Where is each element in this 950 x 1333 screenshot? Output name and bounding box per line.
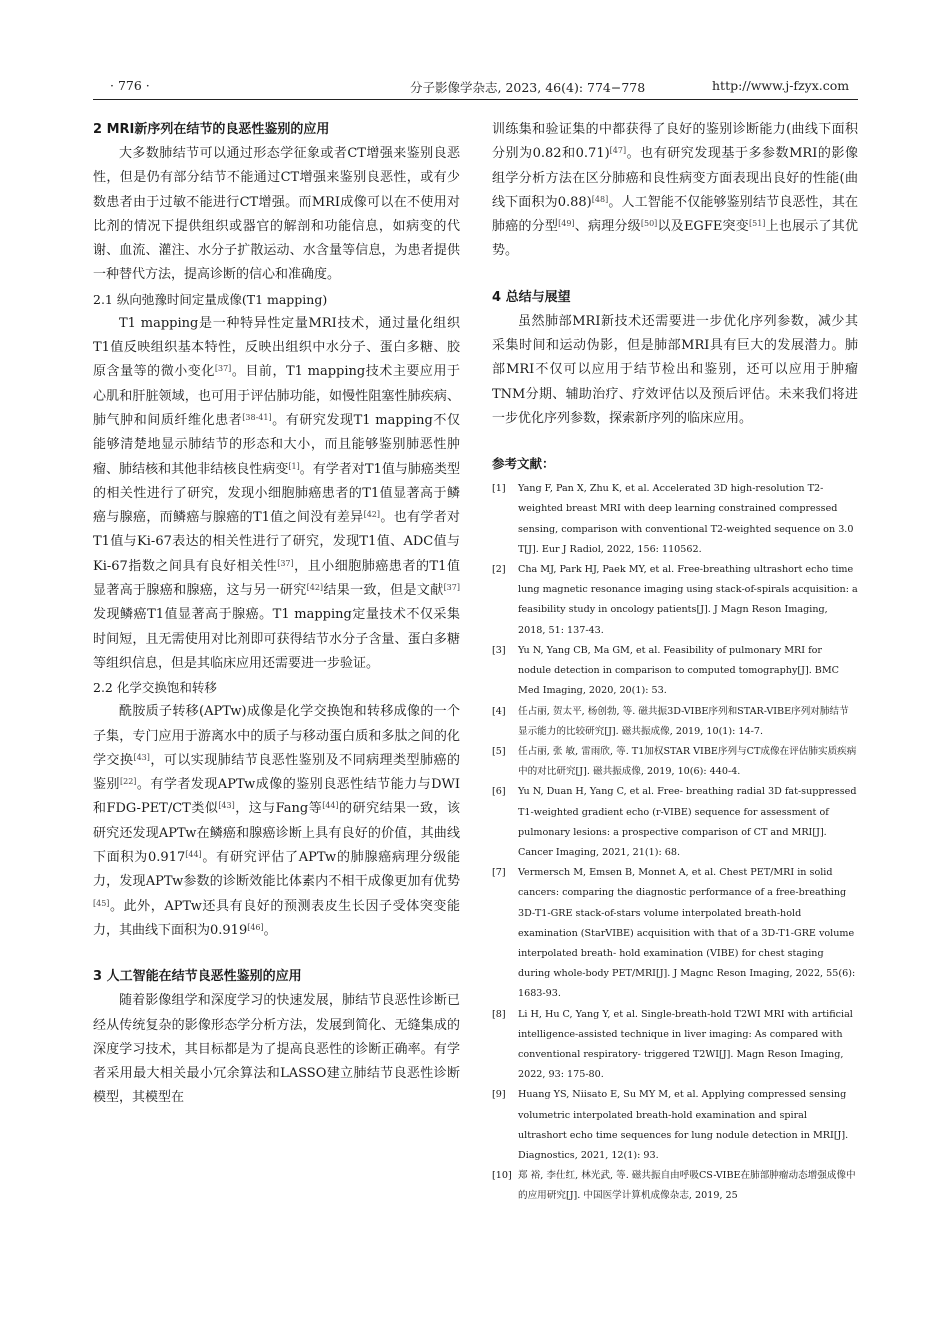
- reference-item: [10] 郑 裕, 李仕红, 林光武, 等. 磁共振自由呼吸CS-VIBE在肺部肿瘤动态增强成像中的应用研究[J]. 中国医学计算机成像杂志, 2019, 25: [492, 1170, 856, 1202]
- citation[interactable]: [42]: [363, 510, 380, 520]
- citation[interactable]: [1]: [288, 461, 300, 471]
- references-title: 参考文献：: [492, 456, 555, 472]
- section-2-1-title: 2.1 纵向弛豫时间定量成像(T1 mapping): [93, 291, 328, 307]
- section-2-1-paragraph: T1 mapping是一种特异性定量MRI技术，通过量化组织T1值反映组织基本特性，反映出组织中水分子、蛋白多糖、胶原含量等的微小变化[37]。目前，T1 mapping技术主要应用于心肌和肝脏领域，也可用于评估肺功能，如慢性阻塞性肺疾病、肺气肿和间质纤维化患者[38-41]。有研究发现T1 mapping不仅能够清楚地显示肺结节的形态和大小，而且能够鉴别肺恶性肿瘤、肺结核和其他非结核良性病变[1]。有学者对T1值与肺癌类型的相关性进行了研究，发现小细胞肺癌患者的T1值显著高于鳞癌与腺癌，而鳞癌与腺癌的T1值之间没有差异[42]。也有学者对T1值与Ki-67表达的相关性进行了研究，发现T1值、ADC值与Ki-67指数之间具有良好相关性[37]，且小细胞肺癌患者的T1值显著高于腺癌和腺癌，这与另一研究[42]结果一致，但是文献[37]发现鳞癌T1值显著高于腺癌。T1 mapping定量技术不仅采集时间短，且无需使用对比剂即可获得结节水分子含量、蛋白多糖等组织信息，但是其临床应用还需要进一步验证。: [93, 315, 460, 671]
- section-2-2-paragraph: 酰胺质子转移(APTw)成像是化学交换饱和转移成像的一个子集，专门应用于游离水中的质子与移动蛋白质和多肽之间的化学交换[43]，可以实现肺结节良恶性鉴别及不同病理类型肺癌的鉴别[22]。有学者发现APTw成像的鉴别良恶性结节能力与DWI和FDG-PET/CT类似[43]，这与Fang等[44]的研究结果一致，该研究还发现APTw在鳞癌和腺癌诊断上具有良好的价值，其曲线下面积为0.917[44]。有研究评估了APTw的肺腺癌病理分级能力，发现APTw参数的诊断效能比体素内不相干成像更加有优势[45]。此外，APTw还具有良好的预测表皮生长因子受体突变能力，其曲线下面积为0.919[46]。: [93, 704, 460, 938]
- citation[interactable]: [42]: [306, 583, 324, 593]
- citation[interactable]: [44]: [322, 801, 339, 811]
- section-2-paragraph: 大多数肺结节可以通过形态学征象或者CT增强来鉴别良恶性，但是仍有部分结节不能通过CT增强来鉴别良恶性，或有少数患者由于过敏不能进行CT增强。而MRI成像可以在不使用对比剂的情况下提供组织或器官的解剖和功能信息，如病变的代谢、血流、灌注、水分子扩散运动、水含量等信息，为患者提供一种替代方法，提高诊断的信心和准确度。: [93, 146, 460, 283]
- citation[interactable]: [47]: [609, 146, 627, 156]
- citation[interactable]: [43]: [218, 801, 235, 811]
- citation[interactable]: [37]: [277, 558, 294, 568]
- citation[interactable]: [50]: [640, 219, 658, 229]
- reference-item: [6] Yu N, Duan H, Yang C, et al. Free- breathing radial 3D fat-suppressed T1-weighted gradient echo (r-VIBE) sequence for assessment of pulmonary lesions: a prospective comparison of CT and MRI[J]. Cancer Imaging, 2021, 21(1): 68.: [492, 786, 857, 858]
- section-3-paragraph: 随着影像组学和深度学习的快速发展，肺结节良恶性诊断已经从传统复杂的影像形态学分析方法，发展到简化、无缝集成的深度学习技术，其目标都是为了提高良恶性的诊断正确率。有学者采用最大相关最小冗余算法和LASSO建立肺结节良恶性诊断模型，其模型在: [93, 993, 460, 1106]
- citation[interactable]: [22]: [119, 777, 137, 787]
- reference-item: [7] Vermersch M, Emsen B, Monnet A, et al. Chest PET/MRI in solid cancers: comparing the diagnostic performance of a free-breathing 3D-T1-GRE stack-of-stars volume interpolated breath-hold examination (StarVIBE) acquisition with that of a 3D-T1-GRE volume interpolated breath- hold examination (VIBE) for chest staging during whole-body PET/MRI[J]. J Magnc Reson Imaging, 2022, 55(6): 1683-93.: [492, 867, 856, 1000]
- journal-url: http://www.j-fzyx.com: [712, 78, 850, 93]
- citation[interactable]: [48]: [591, 194, 609, 204]
- section-2-2-title: 2.2 化学交换饱和转移: [93, 680, 217, 696]
- section-3-paragraph-continued: 训练集和验证集的中都获得了良好的鉴别诊断能力(曲线下面积分别为0.82和0.71)[47]。也有研究发现基于多参数MRI的影像组学分析方法在区分肺癌和良性病变方面表现出良好的性能(曲线下面积为0.88)[48]。人工智能不仅能够鉴别结节良恶性，其在肺癌的分型[49]、病理分级[50]以及EGFE突变[51]上也展示了其优势。: [492, 122, 858, 259]
- left-column: [93, 118, 460, 1111]
- reference-item: [5] 任占丽, 张 敏, 雷雨欣, 等. T1加权STAR VIBE序列与CT成像在评估肺实质疾病中的对比研究[J]. 磁共振成像, 2019, 10(6): 440-4.: [492, 745, 857, 778]
- reference-item: [8] Li H, Hu C, Yang Y, et al. Single-breath-hold T2WI MRI with artificial intelligence-assisted technique in liver imaging: As compared with conventional respiratory- triggered T2WI[J]. Magn Reson Imaging, 2022, 93: 175-80.: [492, 1008, 853, 1081]
- reference-item: [3] Yu N, Yang CB, Ma GM, et al. Feasibility of pulmonary MRI for nodule detection in comparison to computed tomography[J]. BMC Med Imaging, 2020, 20(1): 53.: [492, 644, 840, 697]
- right-column: [492, 118, 858, 1207]
- page-number: · 776 ·: [110, 78, 150, 93]
- citation[interactable]: [46]: [247, 922, 264, 932]
- citation[interactable]: [38-41]: [242, 412, 272, 422]
- section-3-title: 3 人工智能在结节良恶性鉴别的应用: [93, 969, 302, 985]
- section-2-title: 2 MRI新序列在结节的良恶性鉴别的应用: [93, 122, 330, 137]
- citation[interactable]: [43]: [133, 752, 150, 762]
- citation[interactable]: [51]: [749, 219, 766, 229]
- citation[interactable]: [37]: [443, 583, 460, 593]
- reference-item: [4] 任占丽, 贺太平, 杨创勃, 等. 磁共振3D-VIBE序列和STAR-VIBE序列对肺结节显示能力的比较研究[J]. 磁共振成像, 2019, 10(1): 14-7.: [492, 705, 849, 737]
- reference-item: [2] Cha MJ, Park HJ, Paek MY, et al. Free-breathing ultrashort echo time lung magnetic resonance imaging using stack-of-spirals acquisition: a feasibility study in oncology patients[J]. J Magn Reson Imaging, 2018, 51: 137-43.: [492, 564, 858, 636]
- citation[interactable]: [37]: [214, 364, 232, 374]
- citation[interactable]: [49]: [558, 219, 575, 229]
- reference-item: [9] Huang YS, Niisato E, Su MY M, et al. Applying compressed sensing volumetric interpolated breath-hold examination and spiral ultrashort echo time sequences for lung nodule detection in MRI[J]. Diagnostics, 2021, 12(1): 93.: [492, 1089, 849, 1161]
- section-4-title: 4 总结与展望: [492, 289, 571, 305]
- section-4-paragraph: 虽然肺部MRI新技术还需要进一步优化序列参数，减少其采集时间和运动伪影，但是肺部MRI具有巨大的发展潜力。肺部MRI不仅可以应用于结节检出和鉴别，还可以应用于肿瘤TNM分期、辅助治疗、疗效评估以及预后评估。未来我们将进一步优化序列参数，探索新序列的临床应用。: [492, 313, 858, 426]
- reference-item: [1] Yang F, Pan X, Zhu K, et al. Accelerated 3D high-resolution T2-weighted breast MRI with deep learning constrained compressed sensing, comparison with conventional T2-weighted sequence on 3.0 T[J]. Eur J Radiol, 2022, 156: 110562.: [492, 483, 854, 555]
- journal-citation: 分子影像学杂志, 2023, 46(4): 774−778: [410, 80, 646, 95]
- reference-list: [492, 479, 858, 1206]
- citation[interactable]: [44]: [185, 850, 202, 860]
- citation[interactable]: [45]: [93, 898, 110, 908]
- header-rule: [93, 99, 858, 100]
